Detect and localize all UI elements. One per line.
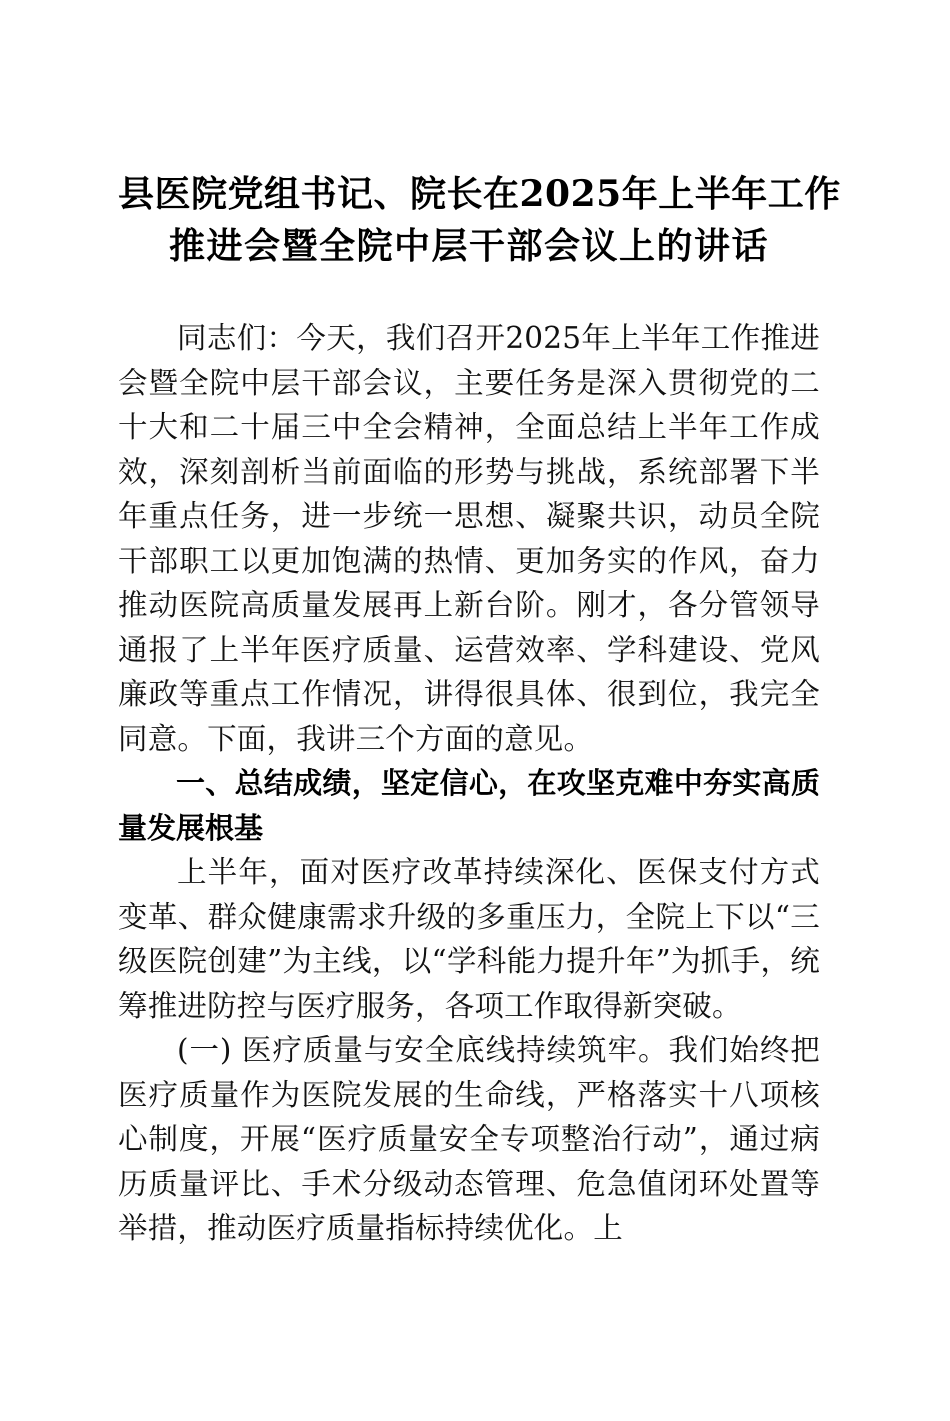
section-heading-one: 一、总结成绩，坚定信心，在攻坚克难中夯实高质量发展根基 (118, 766, 820, 845)
opening-address: 同志们：今天，我们召开2025年上半年工作推进会暨全院中层干部会议，主要任务是深入贯彻党的二十大和二十届三中全会精神，全面总结上半年工作成效，深刻剖析当前面临的形势与挑战，系统部署下半年重点任务，进一步统一思想、凝聚共识，动员全院干部职工以更加饱满的热情、更加务实的作风，奋力推动医院高质量发展再上新台阶。刚才，各分管领导通报了上半年医疗质量、运营效率、学科建设、党风廉政等重点工作情况，讲得很具体、很到位，我完全同意。下面，我讲三个方面的意见。 (118, 321, 820, 756)
page-bottom-whitespace (118, 1251, 820, 1421)
document-content (118, 0, 841, 1421)
subsection-one-quality-safety: (一) 医疗质量与安全底线持续筑牢。我们始终把医疗质量作为医院发展的生命线，严格落实十八项核心制度，开展“医疗质量安全专项整治行动”，通过病历质量评比、手术分级动态管理、危急值闭环处置等举措，推动医疗质量指标持续优化。上 (118, 1033, 820, 1245)
title-line-1: 县医院党组书记、院长在2025年上半年工作 (118, 173, 841, 215)
page-title (118, 0, 841, 272)
title-line-2: 推进会暨全院中层干部会议上的讲话 (168, 225, 769, 267)
document-body (118, 316, 820, 1251)
section-one-intro: 上半年，面对医疗改革持续深化、医保支付方式变革、群众健康需求升级的多重压力，全院上下以“三级医院创建”为主线，以“学科能力提升年”为抓手，统筹推进防控与医疗服务，各项工作取得新突破。 (118, 855, 820, 1023)
